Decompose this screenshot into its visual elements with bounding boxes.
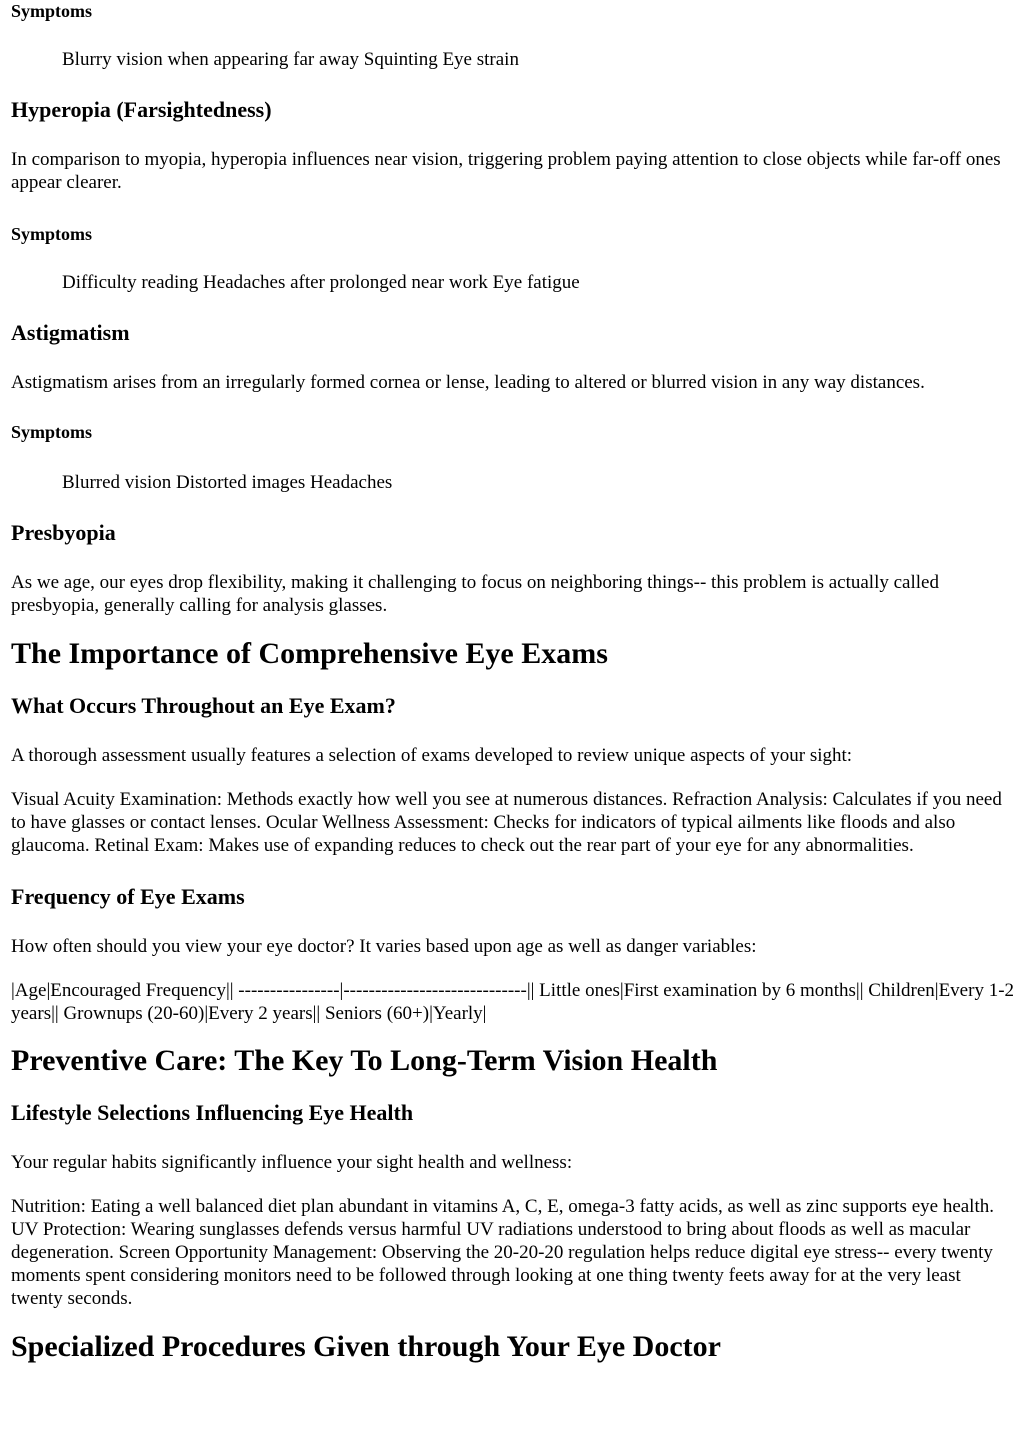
astigmatism-paragraph: Astigmatism arises from an irregularly formed cornea or lense, leading to altered or blurred vision in any way distances. — [11, 372, 925, 393]
astigmatism-symptoms-list: Blurred vision Distorted images Headaches — [62, 472, 393, 493]
symptoms-heading: Symptoms — [11, 1, 93, 21]
myopia-symptoms-list: Blurry vision when appearing far away Squinting Eye strain — [62, 49, 519, 70]
lifestyle-intro-paragraph: Your regular habits significantly influence your sight health and wellness: — [11, 1152, 573, 1173]
frequency-table-text: |Age|Encouraged Frequency|| ----------------|-----------------------------|| Little ones|First examination by 6 months|| Children|Every 1-2 years|| Grownups (20-60)|Every 2 years|| Seniors (60+)|Yearly| — [11, 980, 1015, 1024]
frequency-heading: Frequency of Eye Exams — [11, 884, 245, 909]
symptoms-heading: Symptoms — [11, 422, 93, 442]
hyperopia-paragraph: In comparison to myopia, hyperopia influences near vision, triggering problem paying attention to close objects while far-off ones appear clearer. — [11, 149, 1001, 193]
symptoms-heading: Symptoms — [11, 224, 93, 244]
exam-occurs-heading: What Occurs Throughout an Eye Exam? — [11, 693, 396, 718]
frequency-intro-paragraph: How often should you view your eye doctor? It varies based upon age as well as danger variables: — [11, 936, 757, 957]
hyperopia-heading: Hyperopia (Farsightedness) — [11, 97, 272, 122]
presbyopia-paragraph: As we age, our eyes drop flexibility, making it challenging to focus on neighboring things-- this problem is actually called presbyopia, generally calling for analysis glasses. — [11, 572, 939, 616]
preventive-care-heading: Preventive Care: The Key To Long-Term Vision Health — [11, 1044, 718, 1077]
hyperopia-symptoms-list: Difficulty reading Headaches after prolonged near work Eye fatigue — [62, 272, 580, 293]
exam-intro-paragraph: A thorough assessment usually features a selection of exams developed to review unique aspects of your sight: — [11, 745, 853, 766]
lifestyle-paragraph: Nutrition: Eating a well balanced diet plan abundant in vitamins A, C, E, omega-3 fatty acids, as well as zinc supports eye health. UV Protection: Wearing sunglasses defends versus harmful UV radiations understood to bring about floods as well as macular degeneration. Screen Opportunity Management: Observing the 20-20-20 regulation helps reduce digital eye stress-- every twenty moments spent considering monitors need to be followed through looking at one thing twenty feets away for at the very least twenty seconds. — [11, 1196, 994, 1309]
specialized-procedures-heading: Specialized Procedures Given through Your Eye Doctor — [11, 1330, 721, 1363]
astigmatism-heading: Astigmatism — [11, 320, 130, 345]
presbyopia-heading: Presbyopia — [11, 520, 116, 545]
eye-exams-heading: The Importance of Comprehensive Eye Exams — [11, 637, 608, 670]
exam-tests-paragraph: Visual Acuity Examination: Methods exactly how well you see at numerous distances. Refraction Analysis: Calculates if you need to have glasses or contact lenses. Ocular Wellness Assessment: Checks for indicators of typical ailments like floods and also glaucoma. Retinal Exam: Makes use of expanding reduces to check out the rear part of your eye for any abnormalities. — [11, 789, 1002, 856]
article-content — [11, 0, 1015, 1364]
lifestyle-heading: Lifestyle Selections Influencing Eye Health — [11, 1100, 414, 1125]
